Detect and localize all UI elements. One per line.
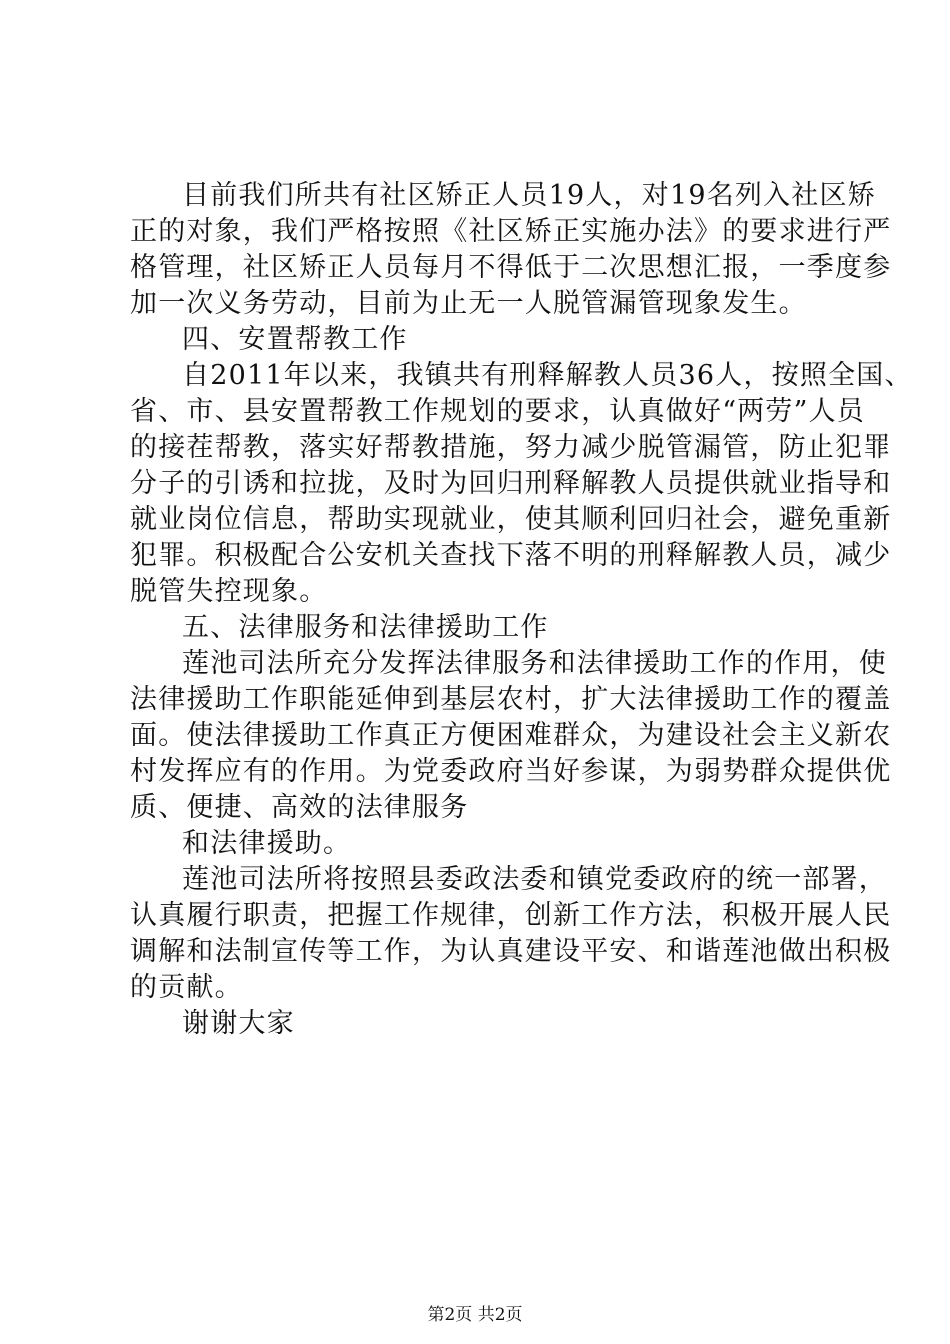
text-line: 自2011年以来，我镇共有刑释解教人员36人，按照全国、: [182, 360, 913, 391]
text-line: 的接茬帮教，落实好帮教措施，努力减少脱管漏管，防止犯罪: [130, 432, 892, 463]
page-footer: 第2页 共2页: [427, 1305, 523, 1325]
section-heading: 五、法律服务和法律援助工作: [182, 612, 549, 643]
section-heading: 四、安置帮教工作: [182, 324, 408, 355]
text-line: 加一次义务劳动，目前为止无一人脱管漏管现象发生。: [130, 288, 807, 319]
text-line: 认真履行职责，把握工作规律，创新工作方法，积极开展人民: [130, 900, 892, 931]
text-line: 莲池司法所将按照县委政法委和镇党委政府的统一部署，: [182, 864, 887, 895]
text-line: 省、市、县安置帮教工作规划的要求，认真做好“两劳”人员: [130, 396, 866, 427]
text-line: 的贡献。: [130, 972, 243, 1003]
text-line: 正的对象，我们严格按照《社区矫正实施办法》的要求进行严: [130, 216, 892, 247]
text-line: 分子的引诱和拉拢，及时为回归刑释解教人员提供就业指导和: [130, 468, 892, 499]
text-line: 村发挥应有的作用。为党委政府当好参谋，为弱势群众提供优: [130, 756, 892, 787]
text-line: 犯罪。积极配合公安机关查找下落不明的刑释解教人员，减少: [130, 540, 892, 571]
text-line: 莲池司法所充分发挥法律服务和法律援助工作的作用，使: [182, 648, 887, 679]
text-line: 面。使法律援助工作真正方便困难群众，为建设社会主义新农: [130, 720, 892, 751]
text-line: 调解和法制宣传等工作，为认真建设平安、和谐莲池做出积极: [130, 936, 892, 967]
closing-line: 谢谢大家: [182, 1008, 295, 1039]
text-line: 就业岗位信息，帮助实现就业，使其顺利回归社会，避免重新: [130, 504, 892, 535]
text-line: 格管理，社区矫正人员每月不得低于二次思想汇报，一季度参: [130, 252, 892, 283]
text-line: 脱管失控现象。: [130, 576, 328, 607]
text-line: 质、便捷、高效的法律服务: [130, 792, 469, 823]
text-line: 目前我们所共有社区矫正人员19人，对19名列入社区矫: [182, 180, 876, 211]
text-line: 法律援助工作职能延伸到基层农村，扩大法律援助工作的覆盖: [130, 684, 892, 715]
text-line: 和法律援助。: [182, 828, 352, 859]
